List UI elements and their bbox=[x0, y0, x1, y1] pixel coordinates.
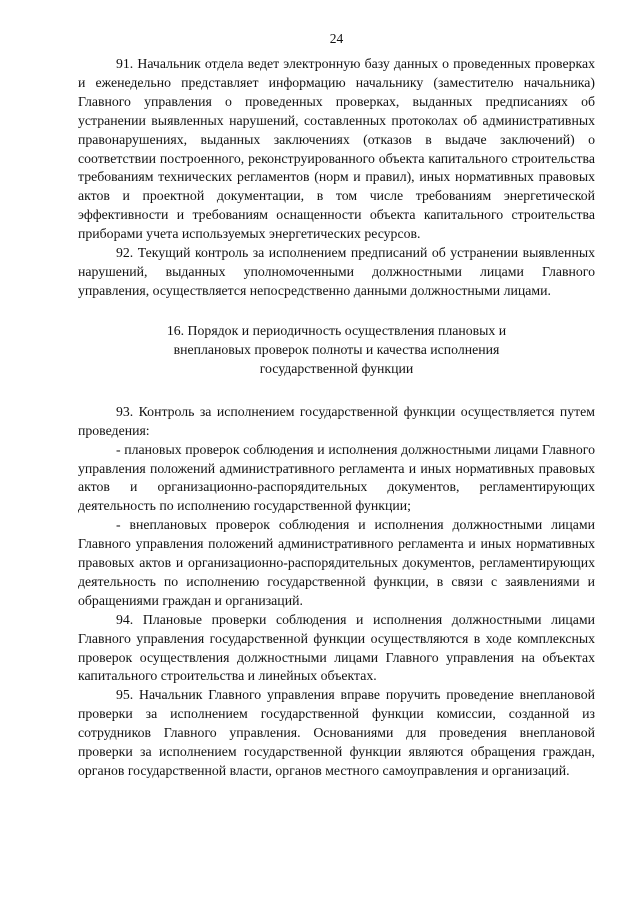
document-page bbox=[78, 30, 595, 781]
paragraph-94: 94. Плановые проверки соблюдения и исполнения должностными лицами Главного управления государственной функции осуществляются в ходе комплексных проверок осуществления должностными лицами Главного управления на объектах капитального строительства и линейных объектах. bbox=[78, 611, 595, 684]
paragraph-93: 93. Контроль за исполнением государственной функции осуществляется путем проведения: bbox=[78, 403, 595, 438]
paragraph-92: 92. Текущий контроль за исполнением предписаний об устранении выявленных нарушений, выданных уполномоченными должностными лицами Главного управления, осуществляется непосредственно данными должностными лицами. bbox=[78, 245, 595, 298]
section-heading bbox=[78, 321, 595, 378]
section-heading-line: 16. Порядок и периодичность осуществления плановых и bbox=[166, 322, 507, 338]
section-heading-line: внеплановых проверок полноты и качества исполнения bbox=[173, 341, 500, 357]
list-item-planned-checks: - плановых проверок соблюдения и исполнения должностными лицами Главного управления положений административного регламента и иных нормативных правовых актов и организационно-распорядительных документов, регламентирующих деятельность по исполнению государственной функции; bbox=[78, 441, 595, 514]
paragraph-91: 91. Начальник отдела ведет электронную базу данных о проведенных проверках и еженедельно представляет информацию начальнику (заместителю начальника) Главного управления о проведенных проверках, выданных предписаниях об устранении выявленных нарушений, составленных протоколах об административных правонарушениях, выданных заключениях (отказов в выдаче заключений) о соответствии построенного, реконструированного объекта капитального строительства требованиям технических регламентов (норм и правил), иных нормативных правовых актов и проектной документации, в том числе требованиям энергетической эффективности и требованиям оснащенности объекта капитального строительства приборами учета используемых энергетических ресурсов. bbox=[78, 56, 595, 242]
list-item-unplanned-checks: - внеплановых проверок соблюдения и исполнения должностными лицами Главного управления положений административного регламента и иных нормативных правовых актов и организационно-распорядительных документов, регламентирующих деятельность по исполнению государственной функции, в связи с заявлениями и обращениями граждан и организаций. bbox=[78, 517, 595, 608]
paragraph-95: 95. Начальник Главного управления вправе поручить проведение внеплановой проверки за исполнением государственной функции комиссии, созданной из сотрудников Главного управления. Основаниями для проведения внеплановой проверки за исполнением государственной функции являются обращения граждан, органов государственной власти, органов местного самоуправления и организаций. bbox=[78, 687, 595, 778]
section-heading-line: государственной функции bbox=[259, 360, 414, 376]
page-number: 24 bbox=[329, 31, 344, 46]
